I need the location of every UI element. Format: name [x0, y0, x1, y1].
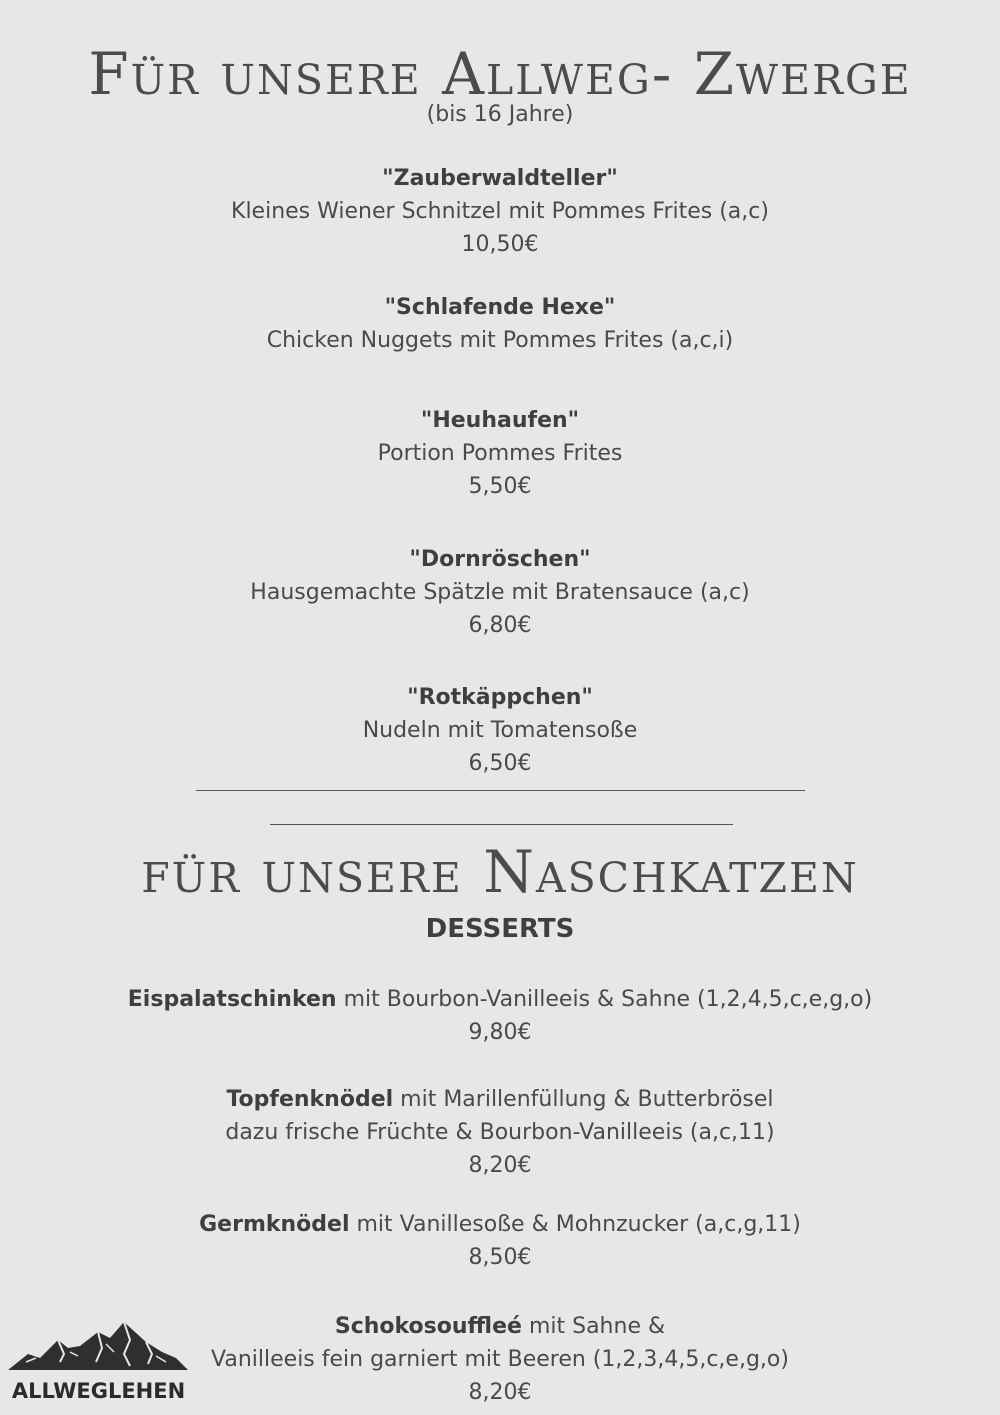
allweglehen-logo [6, 1318, 191, 1403]
menu-item [0, 1083, 1000, 1182]
menu-item [0, 681, 1000, 780]
item-price: 6,50€ [468, 751, 532, 776]
item-name: "Rotkäppchen" [407, 685, 593, 710]
item-description: mit Sahne & [521, 1314, 666, 1339]
item-description-2: dazu frische Früchte & Bourbon-Vanilleeis (a,c,11) [225, 1120, 775, 1145]
item-name: "Zauberwaldteller" [382, 166, 618, 191]
item-name: Schokosouffleé [334, 1314, 522, 1339]
mountain-icon [6, 1318, 191, 1376]
item-description: Nudeln mit Tomatensoße [362, 718, 638, 743]
item-name: "Schlafende Hexe" [384, 295, 616, 320]
item-price: 10,50€ [461, 232, 539, 257]
menu-item [0, 404, 1000, 503]
item-price: 9,80€ [468, 1020, 532, 1045]
menu-item [0, 543, 1000, 642]
item-description: Portion Pommes Frites [377, 441, 623, 466]
item-description: Hausgemachte Spätzle mit Bratensauce (a,c) [250, 580, 750, 605]
item-name: "Dornröschen" [409, 547, 591, 572]
divider-line [196, 790, 805, 791]
item-price: 6,80€ [468, 613, 532, 638]
item-description: Chicken Nuggets mit Pommes Frites (a,c,i) [266, 328, 734, 353]
menu-item [0, 291, 1000, 357]
item-price: 8,20€ [468, 1380, 532, 1405]
item-name: Eispalatschinken [127, 987, 337, 1012]
menu-item [0, 162, 1000, 261]
item-description-2: Vanilleeis fein garniert mit Beeren (1,2,3,4,5,c,e,g,o) [211, 1347, 789, 1372]
kids-section-subtitle: (bis 16 Jahre) [426, 102, 574, 127]
menu-item [0, 983, 1000, 1049]
item-description: mit Vanillesoße & Mohnzucker (a,c,g,11) [349, 1212, 801, 1237]
item-price: 8,50€ [468, 1245, 532, 1270]
kids-section-title: Für unsere Allweg- Zwerge [88, 40, 912, 108]
item-name: Topfenknödel [226, 1087, 394, 1112]
item-name: Germknödel [199, 1212, 350, 1237]
menu-item [0, 1208, 1000, 1274]
item-description: Kleines Wiener Schnitzel mit Pommes Frites (a,c) [231, 199, 769, 224]
item-name: "Heuhaufen" [420, 408, 580, 433]
item-price: 5,50€ [468, 474, 532, 499]
item-description: mit Bourbon-Vanilleeis & Sahne (1,2,4,5,c,e,g,o) [336, 987, 873, 1012]
divider-line [270, 824, 733, 825]
item-price: 8,20€ [468, 1153, 532, 1178]
dessert-section-title: für unsere Naschkatzen [141, 838, 859, 906]
item-description: mit Marillenfüllung & Butterbrösel [393, 1087, 774, 1112]
dessert-section-subtitle: DESSERTS [425, 914, 575, 944]
logo-text: ALLWEGLEHEN [11, 1379, 186, 1403]
